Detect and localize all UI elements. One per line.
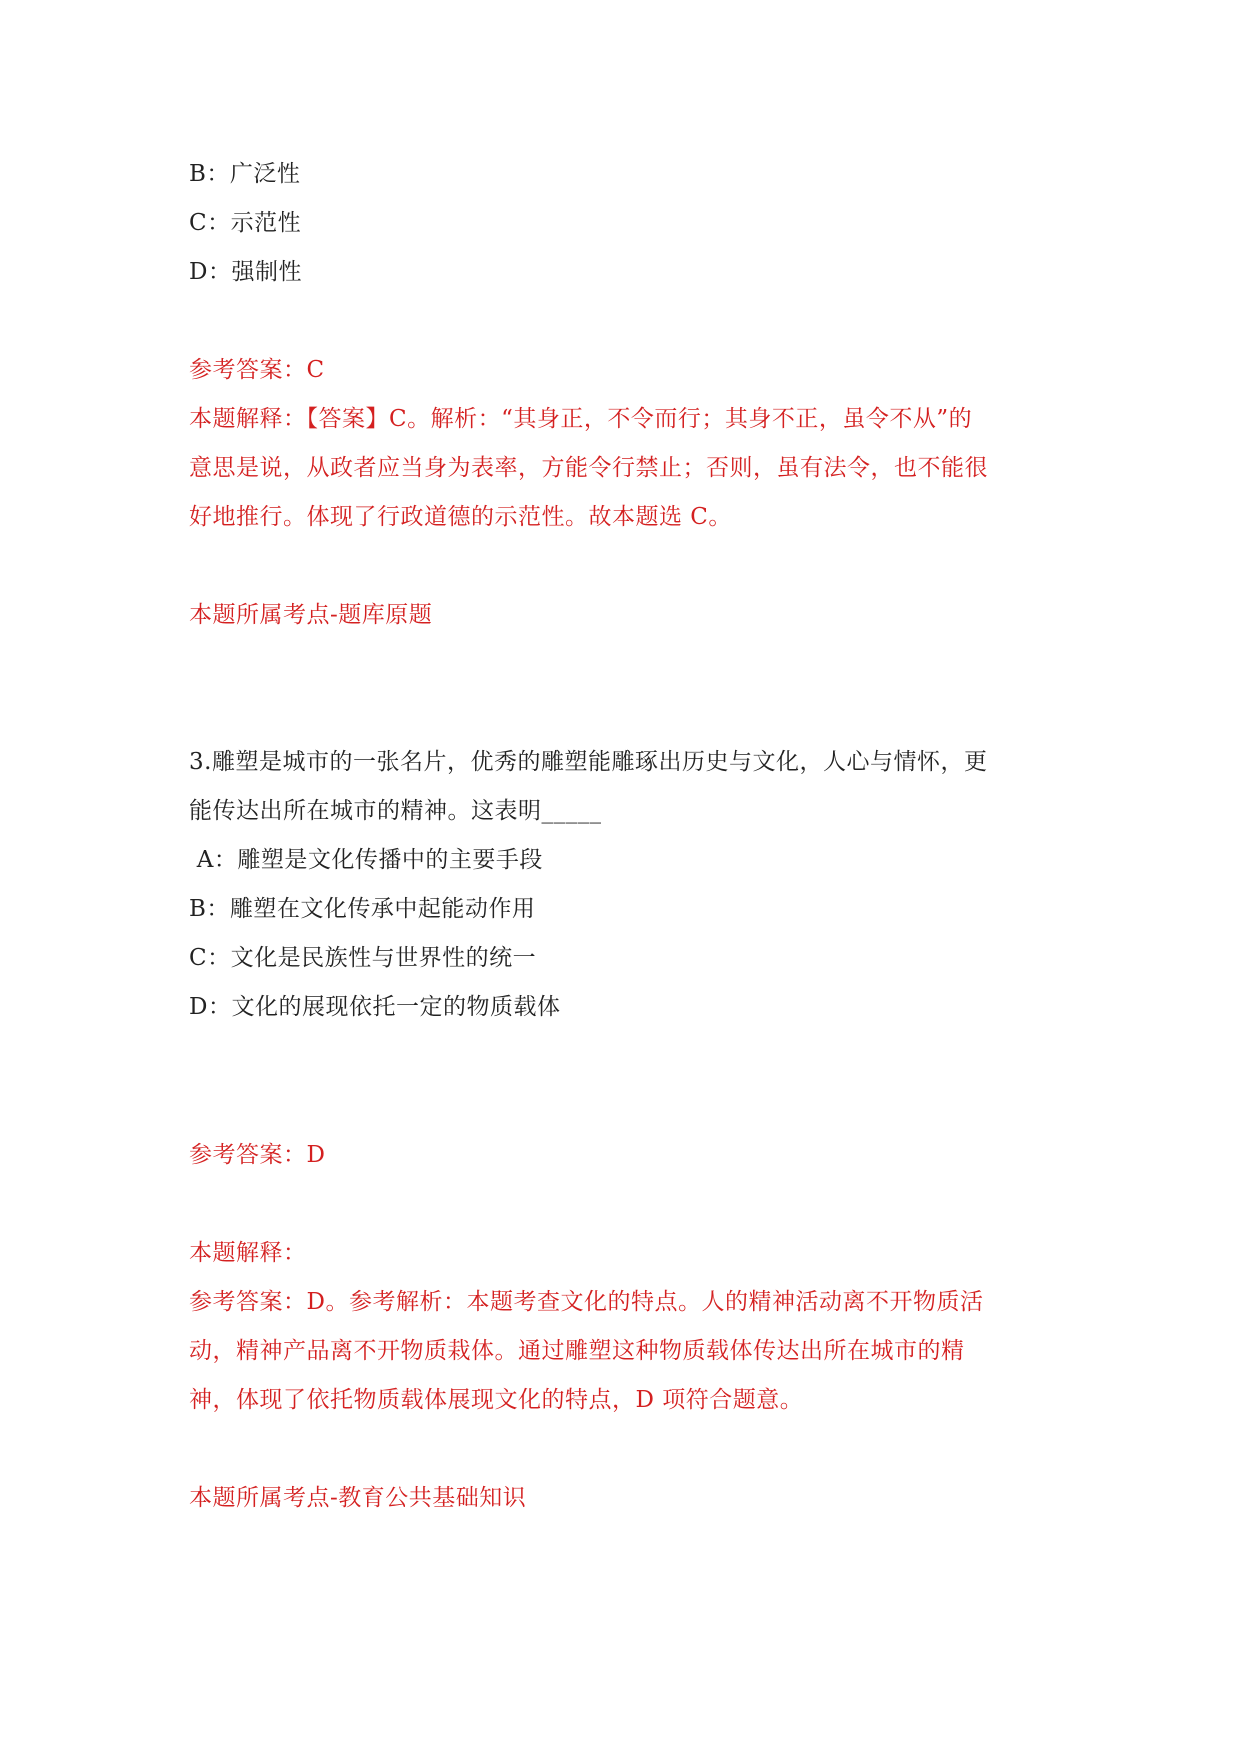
q2-topic: 本题所属考点-题库原题: [189, 602, 433, 628]
q2-option-c: C：示范性: [189, 210, 302, 236]
q2-option-b: B：广泛性: [189, 161, 301, 187]
q2-answer: 参考答案：C: [189, 357, 325, 383]
q3-topic: 本题所属考点-教育公共基础知识: [189, 1485, 527, 1511]
q3-explanation-label: 本题解释：: [189, 1240, 307, 1266]
q3-option-d: D：文化的展现依托一定的物质载体: [189, 994, 561, 1020]
q2-explanation-line: 意思是说，从政者应当身为表率，方能令行禁止；否则，虽有法令，也不能很: [189, 455, 988, 481]
q3-explanation-line: 神，体现了依托物质载体展现文化的特点，D 项符合题意。: [189, 1387, 804, 1413]
q3-option-c: C：文化是民族性与世界性的统一: [189, 945, 537, 971]
q3-question-line: 能传达出所在城市的精神。这表明_____: [189, 798, 602, 824]
q2-explanation-line: 好地推行。体现了行政道德的示范性。故本题选 C。: [189, 504, 732, 530]
q3-question-line: 3.雕塑是城市的一张名片，优秀的雕塑能雕琢出历史与文化，人心与情怀，更: [189, 749, 988, 775]
q2-explanation-line: 本题解释：【答案】C。解析：“其身正，不令而行；其身不正，虽令不从”的: [189, 406, 973, 432]
q3-option-a: A：雕塑是文化传播中的主要手段: [189, 847, 543, 873]
q3-option-b: B：雕塑在文化传承中起能动作用: [189, 896, 536, 922]
q3-explanation-line: 参考答案：D。参考解析：本题考查文化的特点。人的精神活动离不开物质活: [189, 1289, 984, 1315]
q3-answer: 参考答案：D: [189, 1142, 326, 1168]
q2-option-d: D：强制性: [189, 259, 302, 285]
q3-explanation-line: 动，精神产品离不开物质栽体。通过雕塑这种物质载体传达出所在城市的精: [189, 1338, 965, 1364]
